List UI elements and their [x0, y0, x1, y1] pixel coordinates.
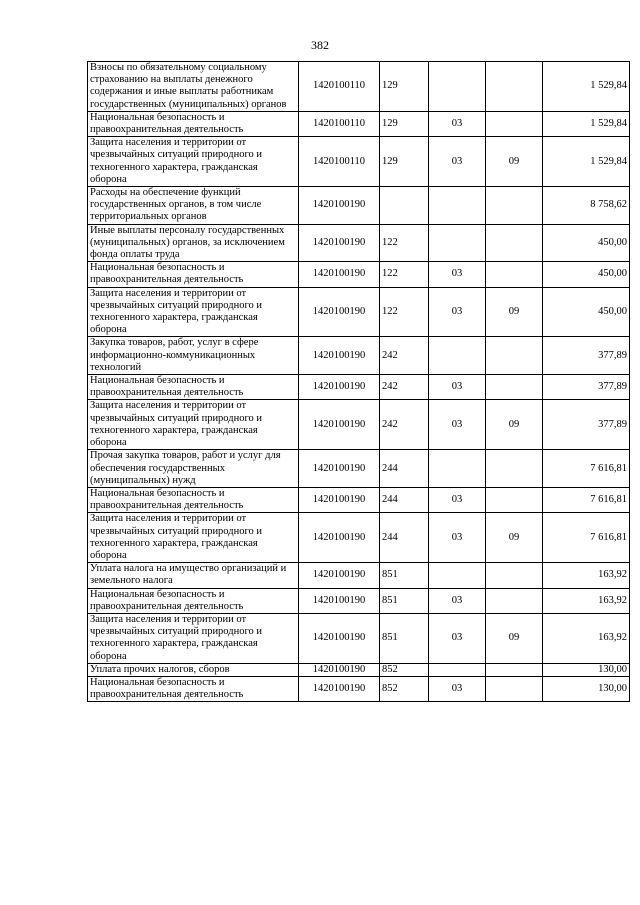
section-code-cell — [429, 663, 486, 676]
expense-name-cell: Национальная безопасность и правоохранительная деятельность — [88, 262, 299, 287]
subsection-code-cell — [486, 588, 543, 613]
target-article-code-cell: 1420100110 — [299, 137, 380, 187]
expense-type-code-cell: 851 — [380, 563, 429, 588]
target-article-code-cell: 1420100190 — [299, 563, 380, 588]
expense-type-code-cell: 244 — [380, 513, 429, 563]
amount-cell: 8 758,62 — [543, 187, 630, 225]
amount-cell: 7 616,81 — [543, 513, 630, 563]
expense-type-code-cell: 129 — [380, 137, 429, 187]
budget-table-body — [88, 62, 630, 702]
section-code-cell — [429, 337, 486, 375]
expense-name-cell: Взносы по обязательному социальному страхованию на выплаты денежного содержания и иные выплаты работникам государственных (муниципальных) органов — [88, 62, 299, 112]
amount-cell: 450,00 — [543, 262, 630, 287]
subsection-code-cell: 09 — [486, 513, 543, 563]
amount-cell: 163,92 — [543, 563, 630, 588]
amount-cell: 7 616,81 — [543, 450, 630, 488]
page-number: 382 — [311, 38, 329, 52]
expense-name-cell: Защита населения и территории от чрезвычайных ситуаций природного и техногенного характера, гражданская оборона — [88, 613, 299, 663]
expense-name-cell: Расходы на обеспечение функций государственных органов, в том числе территориальных органов — [88, 187, 299, 225]
expense-name-cell: Национальная безопасность и правоохранительная деятельность — [88, 487, 299, 512]
expense-type-code-cell: 242 — [380, 400, 429, 450]
table-row — [88, 450, 630, 488]
section-code-cell: 03 — [429, 676, 486, 701]
section-code-cell — [429, 187, 486, 225]
expense-name-cell: Национальная безопасность и правоохранительная деятельность — [88, 375, 299, 400]
amount-cell: 163,92 — [543, 613, 630, 663]
table-row — [88, 287, 630, 337]
expense-type-code-cell: 129 — [380, 62, 429, 112]
table-row — [88, 337, 630, 375]
target-article-code-cell: 1420100190 — [299, 613, 380, 663]
expense-name-cell: Защита населения и территории от чрезвычайных ситуаций природного и техногенного характера, гражданская оборона — [88, 137, 299, 187]
expense-type-code-cell: 242 — [380, 337, 429, 375]
section-code-cell: 03 — [429, 487, 486, 512]
section-code-cell: 03 — [429, 137, 486, 187]
table-row — [88, 375, 630, 400]
subsection-code-cell — [486, 450, 543, 488]
subsection-code-cell — [486, 224, 543, 262]
subsection-code-cell — [486, 187, 543, 225]
budget-table — [87, 61, 630, 702]
expense-name-cell: Прочая закупка товаров, работ и услуг для обеспечения государственных (муниципальных) нужд — [88, 450, 299, 488]
target-article-code-cell: 1420100190 — [299, 287, 380, 337]
expense-type-code-cell — [380, 187, 429, 225]
subsection-code-cell: 09 — [486, 400, 543, 450]
expense-name-cell: Защита населения и территории от чрезвычайных ситуаций природного и техногенного характера, гражданская оборона — [88, 287, 299, 337]
expense-type-code-cell: 244 — [380, 450, 429, 488]
amount-cell: 450,00 — [543, 287, 630, 337]
table-row — [88, 513, 630, 563]
subsection-code-cell — [486, 676, 543, 701]
target-article-code-cell: 1420100190 — [299, 375, 380, 400]
amount-cell: 377,89 — [543, 337, 630, 375]
table-row — [88, 400, 630, 450]
table-row — [88, 613, 630, 663]
amount-cell: 130,00 — [543, 663, 630, 676]
amount-cell: 377,89 — [543, 375, 630, 400]
subsection-code-cell — [486, 262, 543, 287]
section-code-cell — [429, 450, 486, 488]
target-article-code-cell: 1420100190 — [299, 588, 380, 613]
subsection-code-cell: 09 — [486, 137, 543, 187]
expense-name-cell: Национальная безопасность и правоохранительная деятельность — [88, 676, 299, 701]
expense-type-code-cell: 122 — [380, 262, 429, 287]
expense-type-code-cell: 851 — [380, 613, 429, 663]
section-code-cell: 03 — [429, 262, 486, 287]
subsection-code-cell: 09 — [486, 613, 543, 663]
amount-cell: 1 529,84 — [543, 137, 630, 187]
table-row — [88, 563, 630, 588]
table-row — [88, 663, 630, 676]
table-row — [88, 487, 630, 512]
expense-name-cell: Уплата налога на имущество организаций и земельного налога — [88, 563, 299, 588]
expense-type-code-cell: 129 — [380, 111, 429, 136]
target-article-code-cell: 1420100110 — [299, 62, 380, 112]
amount-cell: 377,89 — [543, 400, 630, 450]
expense-type-code-cell: 122 — [380, 287, 429, 337]
expense-name-cell: Иные выплаты персоналу государственных (муниципальных) органов, за исключением фонда оплаты труда — [88, 224, 299, 262]
amount-cell: 130,00 — [543, 676, 630, 701]
expense-name-cell: Защита населения и территории от чрезвычайных ситуаций природного и техногенного характера, гражданская оборона — [88, 400, 299, 450]
subsection-code-cell — [486, 375, 543, 400]
expense-name-cell: Закупка товаров, работ, услуг в сфере информационно-коммуникационных технологий — [88, 337, 299, 375]
expense-name-cell: Уплата прочих налогов, сборов — [88, 663, 299, 676]
subsection-code-cell — [486, 563, 543, 588]
section-code-cell — [429, 224, 486, 262]
subsection-code-cell: 09 — [486, 287, 543, 337]
target-article-code-cell: 1420100190 — [299, 262, 380, 287]
subsection-code-cell — [486, 62, 543, 112]
expense-name-cell: Защита населения и территории от чрезвычайных ситуаций природного и техногенного характера, гражданская оборона — [88, 513, 299, 563]
target-article-code-cell: 1420100190 — [299, 487, 380, 512]
table-row — [88, 262, 630, 287]
section-code-cell: 03 — [429, 287, 486, 337]
expense-type-code-cell: 122 — [380, 224, 429, 262]
amount-cell: 163,92 — [543, 588, 630, 613]
section-code-cell — [429, 563, 486, 588]
table-row — [88, 588, 630, 613]
target-article-code-cell: 1420100190 — [299, 400, 380, 450]
target-article-code-cell: 1420100190 — [299, 513, 380, 563]
subsection-code-cell — [486, 111, 543, 136]
amount-cell: 1 529,84 — [543, 111, 630, 136]
expense-name-cell: Национальная безопасность и правоохранительная деятельность — [88, 111, 299, 136]
table-row — [88, 224, 630, 262]
target-article-code-cell: 1420100110 — [299, 111, 380, 136]
expense-name-cell: Национальная безопасность и правоохранительная деятельность — [88, 588, 299, 613]
table-row — [88, 137, 630, 187]
target-article-code-cell: 1420100190 — [299, 450, 380, 488]
target-article-code-cell: 1420100190 — [299, 187, 380, 225]
amount-cell: 450,00 — [543, 224, 630, 262]
expense-type-code-cell: 851 — [380, 588, 429, 613]
amount-cell: 1 529,84 — [543, 62, 630, 112]
table-row — [88, 111, 630, 136]
expense-type-code-cell: 244 — [380, 487, 429, 512]
target-article-code-cell: 1420100190 — [299, 676, 380, 701]
expense-type-code-cell: 242 — [380, 375, 429, 400]
amount-cell: 7 616,81 — [543, 487, 630, 512]
subsection-code-cell — [486, 663, 543, 676]
section-code-cell: 03 — [429, 111, 486, 136]
table-row — [88, 187, 630, 225]
section-code-cell: 03 — [429, 375, 486, 400]
target-article-code-cell: 1420100190 — [299, 224, 380, 262]
subsection-code-cell — [486, 337, 543, 375]
subsection-code-cell — [486, 487, 543, 512]
section-code-cell: 03 — [429, 513, 486, 563]
expense-type-code-cell: 852 — [380, 676, 429, 701]
section-code-cell: 03 — [429, 613, 486, 663]
section-code-cell — [429, 62, 486, 112]
expense-type-code-cell: 852 — [380, 663, 429, 676]
section-code-cell: 03 — [429, 400, 486, 450]
target-article-code-cell: 1420100190 — [299, 337, 380, 375]
section-code-cell: 03 — [429, 588, 486, 613]
table-row — [88, 676, 630, 701]
target-article-code-cell: 1420100190 — [299, 663, 380, 676]
table-row — [88, 62, 630, 112]
